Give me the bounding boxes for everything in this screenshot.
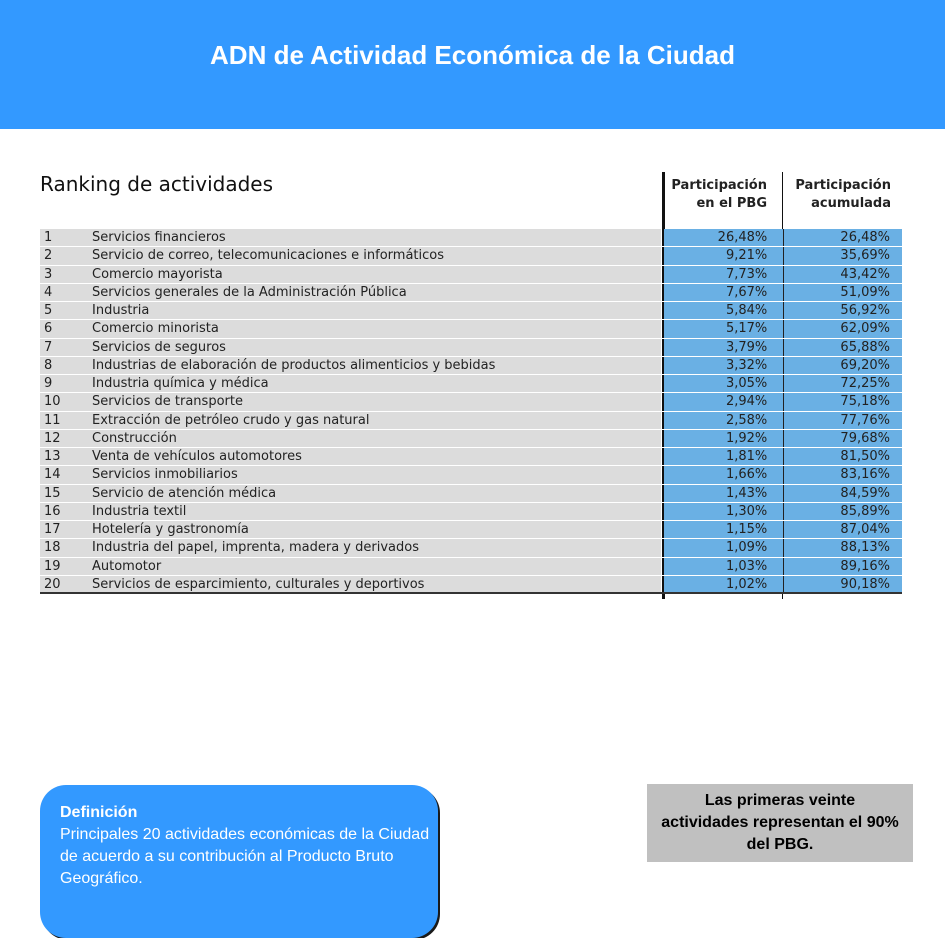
pbg-cell: 2,94% (664, 393, 784, 410)
rank-cell: 3 (44, 266, 53, 282)
row-label-cell (40, 393, 661, 410)
activity-cell: Automotor (92, 558, 162, 574)
acumulada-cell: 69,20% (783, 357, 902, 374)
table-row (40, 229, 902, 247)
rank-cell: 10 (44, 394, 61, 410)
activity-cell: Industria química y médica (92, 376, 269, 391)
row-label-cell (40, 266, 661, 283)
column-header-acumulada-line1: Participación (795, 178, 891, 193)
acumulada-cell: 84,59% (783, 485, 902, 502)
pbg-cell: 7,73% (664, 266, 784, 283)
row-label-cell (40, 247, 661, 264)
row-label-cell (40, 448, 661, 465)
definition-box (40, 785, 438, 938)
activity-cell: Servicios inmobiliarios (92, 467, 238, 483)
table-row (40, 448, 902, 466)
rank-cell: 16 (44, 503, 61, 519)
row-label-cell (40, 576, 661, 592)
activity-cell: Industria del papel, imprenta, madera y derivados (92, 540, 419, 556)
rank-cell: 15 (44, 485, 61, 501)
definition-text: Principales 20 actividades económicas de la Ciudad de acuerdo a su contribución al Producto Bruto Geográfico. (60, 826, 430, 887)
pbg-cell: 2,58% (664, 412, 784, 429)
table-row (40, 339, 902, 357)
activity-cell: Industria (92, 303, 150, 318)
column-header-pbg-line1: Participación (671, 178, 767, 193)
acumulada-cell: 85,89% (783, 503, 902, 520)
activity-cell: Servicio de correo, telecomunicaciones e informáticos (92, 248, 444, 264)
table-row (40, 503, 902, 521)
acumulada-cell: 43,42% (783, 266, 902, 283)
rank-cell: 6 (44, 321, 53, 337)
acumulada-cell: 90,18% (783, 576, 902, 592)
rank-cell: 20 (44, 576, 61, 592)
row-label-cell (40, 375, 661, 392)
rank-cell: 11 (44, 412, 61, 428)
activity-cell: Hotelería y gastronomía (92, 522, 249, 537)
header-banner (0, 0, 945, 129)
rank-cell: 17 (44, 522, 61, 537)
pbg-cell: 1,02% (664, 576, 784, 592)
rank-cell: 18 (44, 540, 61, 556)
row-label-cell (40, 503, 661, 520)
pbg-cell: 5,84% (664, 302, 784, 319)
ranking-table (40, 229, 902, 594)
activity-cell: Comercio minorista (92, 321, 219, 337)
row-label-cell (40, 558, 661, 575)
row-label-cell (40, 229, 661, 246)
acumulada-cell: 26,48% (783, 229, 902, 246)
row-label-cell (40, 339, 661, 356)
row-label-cell (40, 430, 661, 447)
rank-cell: 19 (44, 558, 61, 574)
rank-cell: 4 (44, 284, 53, 300)
pbg-cell: 7,67% (664, 284, 784, 301)
pbg-cell: 5,17% (664, 320, 784, 337)
table-title: Ranking de actividades (40, 172, 274, 196)
column-header-pbg-line2: en el PBG (696, 196, 767, 211)
activity-cell: Servicios de transporte (92, 394, 243, 410)
rank-cell: 7 (44, 339, 53, 355)
column-header-pbg (657, 177, 767, 213)
acumulada-cell: 72,25% (783, 375, 902, 392)
pbg-cell: 9,21% (664, 247, 784, 264)
table-row (40, 375, 902, 393)
activity-cell: Servicios de seguros (92, 339, 226, 355)
acumulada-cell: 87,04% (783, 521, 902, 538)
acumulada-cell: 77,76% (783, 412, 902, 429)
acumulada-cell: 81,50% (783, 448, 902, 465)
pbg-cell: 1,81% (664, 448, 784, 465)
acumulada-cell: 62,09% (783, 320, 902, 337)
rank-cell: 13 (44, 449, 61, 464)
table-row (40, 266, 902, 284)
acumulada-cell: 83,16% (783, 466, 902, 483)
column-header-acumulada-line2: acumulada (811, 196, 891, 211)
row-label-cell (40, 284, 661, 301)
activity-cell: Servicios de esparcimiento, culturales y deportivos (92, 576, 425, 592)
pbg-cell: 1,92% (664, 430, 784, 447)
note-box (647, 784, 913, 862)
table-row (40, 412, 902, 430)
pbg-cell: 3,32% (664, 357, 784, 374)
rank-cell: 1 (44, 230, 53, 245)
table-row (40, 430, 902, 448)
column-header-acumulada (781, 177, 891, 213)
row-label-cell (40, 412, 661, 429)
activity-cell: Servicios financieros (92, 230, 226, 245)
activity-cell: Industria textil (92, 503, 187, 519)
table-row (40, 284, 902, 302)
row-label-cell (40, 357, 661, 374)
pbg-cell: 3,79% (664, 339, 784, 356)
activity-cell: Industrias de elaboración de productos alimenticios y bebidas (92, 357, 496, 373)
table-row (40, 302, 902, 320)
acumulada-cell: 35,69% (783, 247, 902, 264)
table-row (40, 247, 902, 265)
table-row (40, 357, 902, 375)
note-text: Las primeras veinte actividades representan el 90% del PBG. (661, 792, 899, 853)
pbg-cell: 1,30% (664, 503, 784, 520)
acumulada-cell: 51,09% (783, 284, 902, 301)
page-title: ADN de Actividad Económica de la Ciudad (210, 40, 735, 70)
acumulada-cell: 88,13% (783, 539, 902, 556)
activity-cell: Venta de vehículos automotores (92, 449, 302, 464)
rank-cell: 2 (44, 248, 53, 264)
table-row (40, 539, 902, 557)
row-label-cell (40, 302, 661, 319)
table-row (40, 466, 902, 484)
row-label-cell (40, 521, 661, 538)
pbg-cell: 26,48% (664, 229, 784, 246)
activity-cell: Comercio mayorista (92, 266, 223, 282)
pbg-cell: 1,03% (664, 558, 784, 575)
activity-cell: Construcción (92, 430, 177, 446)
table-row (40, 320, 902, 338)
rank-cell: 12 (44, 430, 61, 446)
pbg-cell: 3,05% (664, 375, 784, 392)
rank-cell: 5 (44, 303, 53, 318)
table-row (40, 576, 902, 594)
acumulada-cell: 89,16% (783, 558, 902, 575)
pbg-cell: 1,66% (664, 466, 784, 483)
acumulada-cell: 56,92% (783, 302, 902, 319)
definition-title: Definición (60, 804, 138, 821)
row-label-cell (40, 466, 661, 483)
activity-cell: Extracción de petróleo crudo y gas natural (92, 412, 370, 428)
acumulada-cell: 75,18% (783, 393, 902, 410)
table-row (40, 558, 902, 576)
pbg-cell: 1,15% (664, 521, 784, 538)
row-label-cell (40, 485, 661, 502)
rank-cell: 9 (44, 376, 53, 391)
rank-cell: 14 (44, 467, 61, 483)
table-row (40, 485, 902, 503)
table-row (40, 521, 902, 539)
activity-cell: Servicios generales de la Administración Pública (92, 284, 407, 300)
activity-cell: Servicio de atención médica (92, 485, 277, 501)
table-row (40, 393, 902, 411)
row-label-cell (40, 539, 661, 556)
row-label-cell (40, 320, 661, 337)
acumulada-cell: 65,88% (783, 339, 902, 356)
rank-cell: 8 (44, 357, 53, 373)
pbg-cell: 1,09% (664, 539, 784, 556)
pbg-cell: 1,43% (664, 485, 784, 502)
acumulada-cell: 79,68% (783, 430, 902, 447)
